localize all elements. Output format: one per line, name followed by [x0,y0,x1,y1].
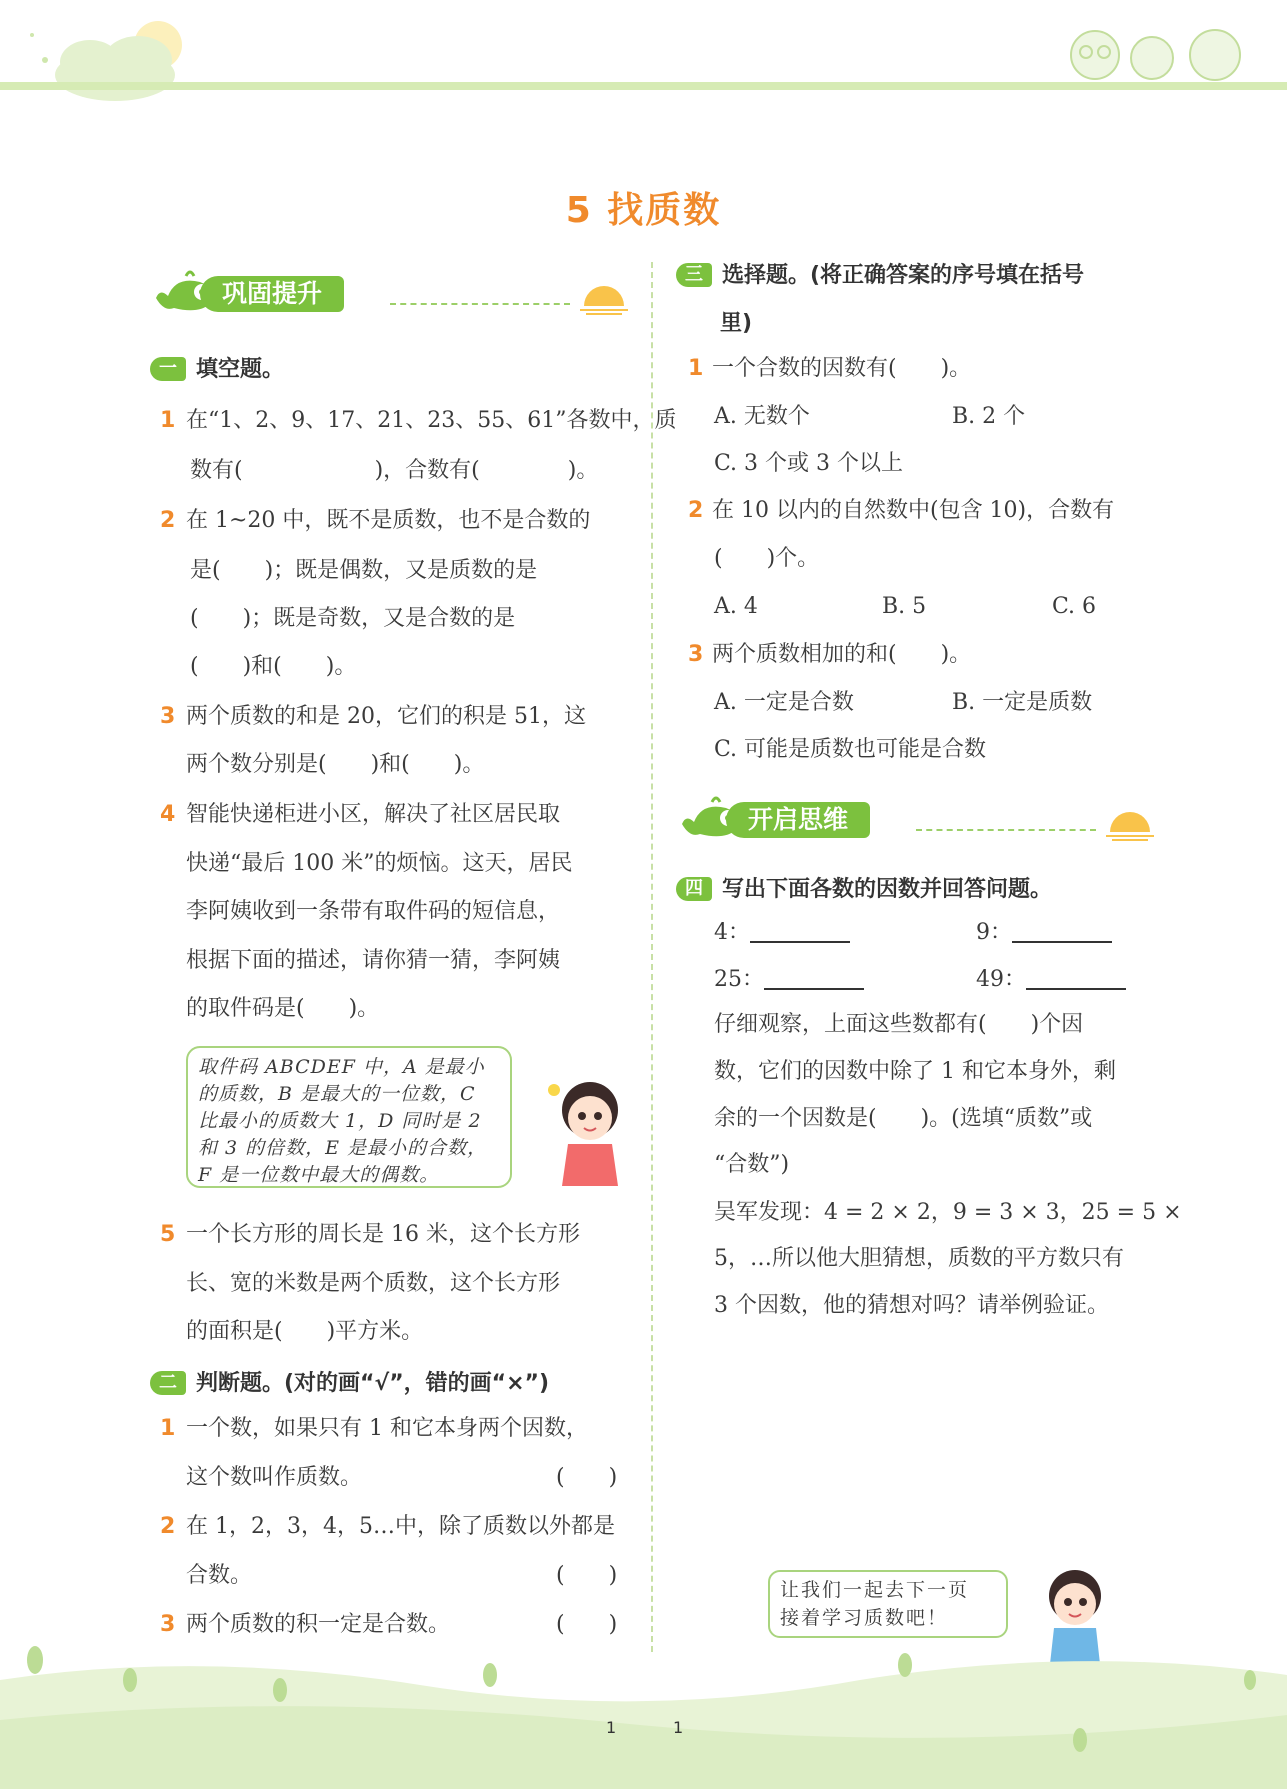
option-c[interactable]: C. 3 个或 3 个以上 [714,451,904,476]
footer-hills [0,1640,1287,1789]
factor-field-4[interactable] [714,918,850,948]
question-text: 一个合数的因数有( )。 [712,356,972,381]
question-text: 数有( )，合数有( )。 [190,458,599,483]
page-number-right: 1 [673,1718,684,1737]
option-a[interactable]: A. 一定是合数 [714,690,854,715]
bubble-line: 接着学习质数吧！ [780,1607,949,1629]
paragraph-line: 余的一个因数是( )。(选填“质数”或 [714,1106,1093,1131]
sunset-icon [578,286,630,316]
question-text: 两个数分别是( )和( )。 [186,752,485,777]
question-number: 1 [160,1416,176,1441]
section-choice-heading [676,258,1084,289]
question-number: 3 [688,642,704,667]
sunset-icon [1104,812,1156,842]
paragraph-line: 3 个因数，他的猜想对吗？请举例验证。 [714,1293,1109,1318]
section-title: 里) [720,311,753,336]
paragraph-line: 数，它们的因数中除了 1 和它本身外，剩 [714,1059,1116,1084]
option-b[interactable]: B. 5 [882,594,927,619]
note-line: 和 3 的倍数，E 是最小的合数， [198,1137,488,1159]
factor-field-9[interactable] [976,918,1112,948]
banner-dash [916,829,1096,831]
question-text: ( )个。 [714,546,820,571]
animal-faces-icon [1071,30,1240,80]
section-tag: 三 [676,263,712,287]
option-c[interactable]: C. 6 [1052,594,1097,619]
option-b[interactable]: B. 2 个 [952,404,1026,429]
factor-label: 49： [976,967,1026,992]
question-number: 3 [160,704,176,729]
header-decoration [0,0,1287,110]
section-tag: 二 [150,1371,186,1395]
question-number: 2 [160,508,176,533]
question-text: 在 10 以内的自然数中(包含 10)，合数有 [712,498,1115,523]
paragraph-line: “合数”) [714,1152,790,1177]
note-line: 取件码 ABCDEF 中，A 是最小 [198,1056,485,1078]
option-a[interactable]: A. 4 [714,594,758,619]
section-tag: 一 [150,357,186,381]
question-text: 智能快递柜进小区，解决了社区居民取 [186,802,561,827]
question-text: 两个质数的积一定是合数。 [186,1612,451,1637]
answer-line[interactable] [1012,919,1112,943]
speech-bubble [768,1570,1008,1638]
section-title: 判断题。(对的画“√”，错的画“×”) [196,1371,550,1396]
section-factors-heading [676,872,1052,903]
question-text: 李阿姨收到一条带有取件码的短信息， [186,899,561,924]
banner-label: 巩固提升 [200,276,344,312]
question-number: 4 [160,802,176,827]
header-line [0,82,1287,90]
option-c[interactable]: C. 可能是质数也可能是合数 [714,737,987,762]
section-tag: 四 [676,877,712,901]
section-title: 写出下面各数的因数并回答问题。 [722,877,1053,902]
question-text: 在“1、2、9、17、21、23、55、61”各数中，质 [186,408,677,433]
paragraph-line: 仔细观察，上面这些数都有( )个因 [714,1012,1084,1037]
question-number: 1 [688,356,704,381]
question-text: 是( )；既是偶数，又是质数的是 [190,558,538,583]
answer-line[interactable] [750,919,850,943]
section-title: 填空题。 [196,357,285,382]
question-text: 的取件码是( )。 [186,996,380,1021]
pickup-code-note [186,1046,512,1188]
note-line: 的质数，B 是最大的一位数，C [198,1083,476,1105]
answer-parentheses[interactable]: ( ) [556,1563,618,1588]
question-text: 长、宽的米数是两个质数，这个长方形 [186,1271,561,1296]
paragraph-line: 5，…所以他大胆猜想，质数的平方数只有 [714,1246,1124,1271]
answer-line[interactable] [764,966,864,990]
question-number: 5 [160,1222,176,1247]
paragraph-line: 吴军发现：4 = 2 × 2，9 = 3 × 3，25 = 5 × [714,1200,1182,1225]
section-title: 选择题。(将正确答案的序号填在括号 [722,263,1085,288]
column-divider [651,262,653,1652]
question-text: 一个数，如果只有 1 和它本身两个因数， [186,1416,588,1441]
question-text: 两个质数相加的和( )。 [712,642,972,667]
banner-think [676,794,1156,844]
answer-parentheses[interactable]: ( ) [556,1465,618,1490]
bubble-line: 让我们一起去下一页 [780,1579,970,1601]
question-text: ( )和( )。 [190,654,357,679]
page-title: 5 找质数 [565,190,722,231]
section-fill-blank-heading [150,352,284,383]
section-title-continued [720,306,752,337]
option-b[interactable]: B. 一定是质数 [952,690,1093,715]
girl-character-icon [540,1070,640,1190]
question-text: 的面积是( )平方米。 [186,1319,424,1344]
factor-field-49[interactable] [976,965,1126,995]
answer-parentheses[interactable]: ( ) [556,1612,618,1637]
question-text: 两个质数的和是 20，它们的积是 51，这 [186,704,586,729]
question-text: ( )；既是奇数，又是合数的是 [190,606,516,631]
page-number-left: 1 [606,1718,617,1737]
factor-field-25[interactable] [714,965,864,995]
question-text: 在 1，2，3，4，5…中，除了质数以外都是 [186,1514,615,1539]
section-true-false-heading [150,1366,549,1397]
factor-label: 9： [976,920,1012,945]
factor-label: 25： [714,967,764,992]
question-text: 这个数叫作质数。 [186,1465,363,1490]
answer-line[interactable] [1026,966,1126,990]
question-number: 2 [160,1514,176,1539]
question-text: 一个长方形的周长是 16 米，这个长方形 [186,1222,580,1247]
option-a[interactable]: A. 无数个 [714,404,810,429]
question-text: 根据下面的描述，请你猜一猜，李阿姨 [186,948,561,973]
banner-label: 开启思维 [726,802,870,838]
banner-consolidate [150,268,630,318]
banner-dash [390,303,570,305]
factor-label: 4： [714,920,750,945]
question-number: 1 [160,408,176,433]
question-text: 在 1~20 中，既不是质数，也不是合数的 [186,508,591,533]
question-text: 快递“最后 100 米”的烦恼。这天，居民 [186,851,573,876]
note-line: 比最小的质数大 1，D 同时是 2 [198,1110,482,1132]
question-number: 3 [160,1612,176,1637]
question-text: 合数。 [186,1563,253,1588]
note-line: F 是一位数中最大的偶数。 [198,1164,440,1186]
question-number: 2 [688,498,704,523]
